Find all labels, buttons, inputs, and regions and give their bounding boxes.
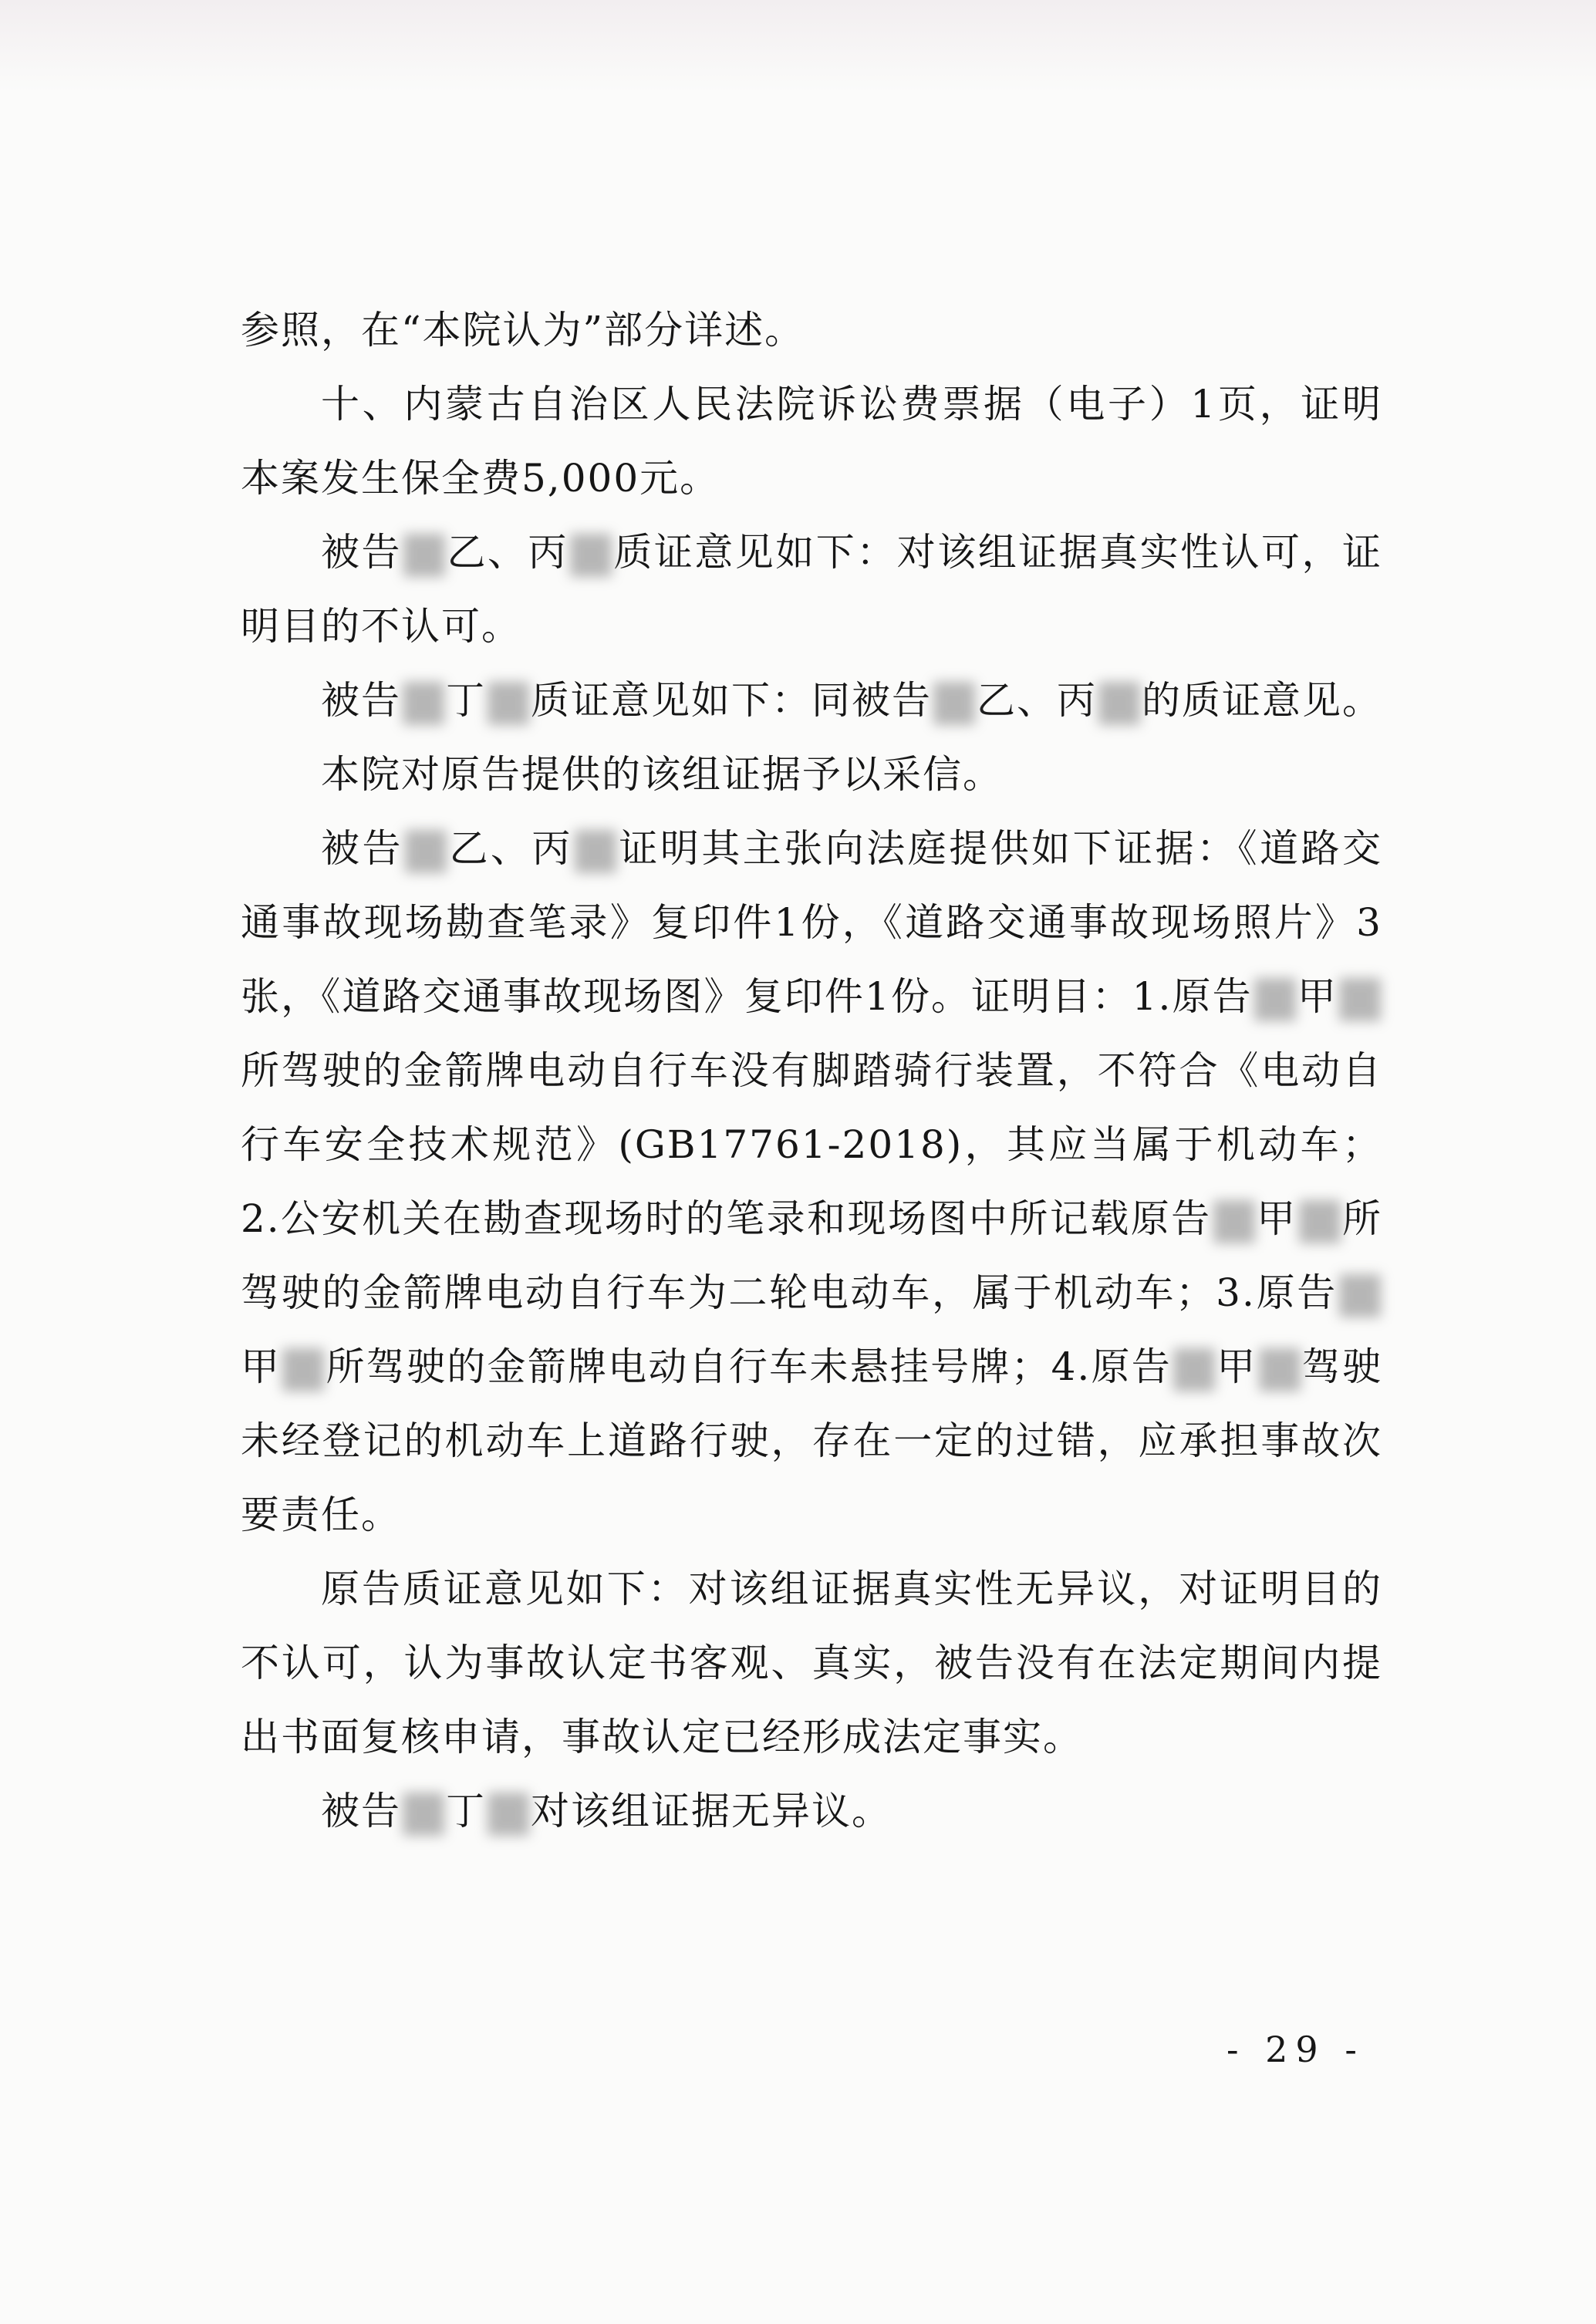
page-top-edge: [0, 0, 1596, 93]
document-body: [241, 293, 1382, 1848]
redacted-name: [1259, 1348, 1301, 1391]
paragraph-4: 被告 丁 质证意见如下：同被告 乙、丙 的质证意见。: [241, 663, 1382, 737]
paragraph-5: 本院对原告提供的该组证据予以采信。: [321, 752, 1003, 797]
redacted-name: [1339, 978, 1381, 1021]
paragraph-1: 参照，在“本院认为”部分详述。: [241, 308, 805, 352]
redacted-name: [488, 1793, 529, 1836]
page-number: - 29 -: [1227, 2029, 1365, 2070]
redacted-name: [1213, 1200, 1255, 1243]
redacted-name: [933, 682, 975, 725]
redacted-name: [1339, 1274, 1381, 1317]
redacted-name: [488, 682, 529, 725]
redacted-name: [403, 1793, 444, 1836]
redacted-name: [1254, 978, 1296, 1021]
redacted-name: [1173, 1348, 1215, 1391]
redacted-name: [282, 1348, 324, 1391]
paragraph-2: 十、内蒙古自治区人民法院诉讼费票据（电子）1页，证明本案发生保全费5,000元。: [241, 382, 1382, 501]
redacted-name: [1098, 682, 1140, 725]
redacted-name: [403, 534, 445, 577]
paragraph-3: 被告 乙、丙 质证意见如下：对该组证据真实性认可，证明目的不认可。: [241, 530, 1383, 649]
redacted-name: [403, 682, 444, 725]
redacted-name: [570, 534, 612, 577]
redacted-name: [575, 830, 616, 873]
redacted-name: [405, 830, 447, 873]
paragraph-8: 被告 丁 对该组证据无异议。: [241, 1774, 1382, 1848]
paragraph-7: 原告质证意见如下：对该组证据真实性无异议，对证明目的不认可，认为事故认定书客观、真实，被告没有在法定期间内提出书面复核申请，事故认定已经形成法定事实。: [241, 1567, 1382, 1759]
redacted-name: [1299, 1200, 1341, 1243]
paragraph-6: 被告 乙、丙 证明其主张向法庭提供如下证据：《道路交通事故现场勘查笔录》复印件1份，《道路交通事故现场照片》3张，《道路交通事故现场图》复印件1份。证明目：1.原告 甲所驾驶的金箭牌电动自行车没有脚踏骑行装置，不符合《电动自行车安全技术规范》(GB17761-2018)，其应当属于机动车；2.公安机关在勘查现场时的笔录和现场图中所记载原告 甲 所驾驶的金箭牌电动自行车为二轮电动车，属于机动车；3.原告甲 所驾驶的金箭牌电动自行车未悬挂号牌；4.原告 甲 驾驶未经登记的机动车上道路行驶，存在一定的过错，应承担事故次要责任。: [241, 826, 1383, 1537]
